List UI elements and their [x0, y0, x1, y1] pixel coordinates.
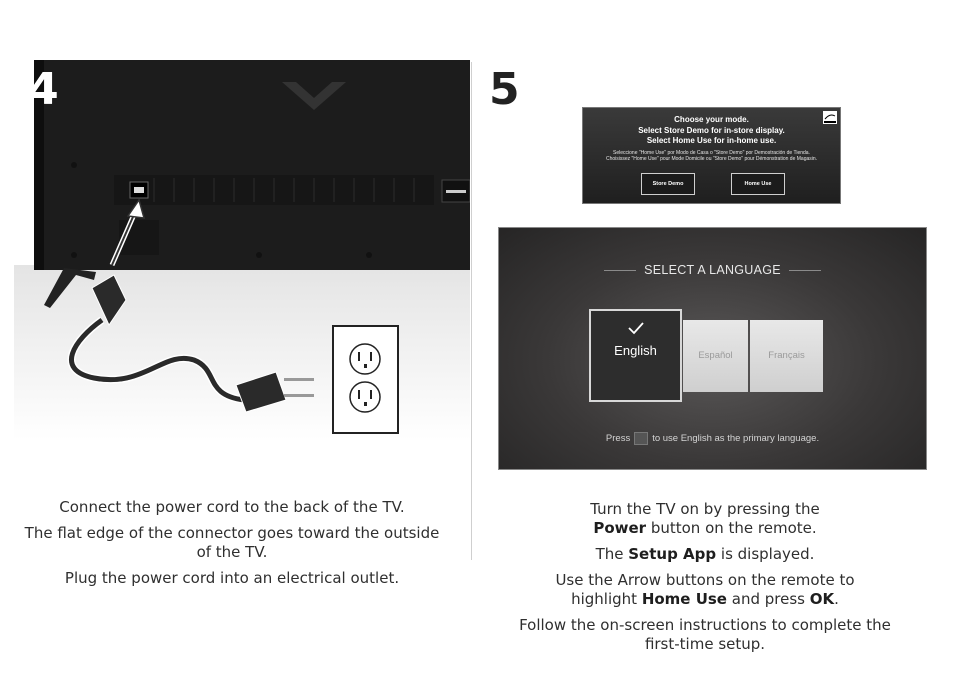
- energy-star-icon: [823, 111, 837, 124]
- step-5-number: 5: [489, 64, 520, 115]
- language-screen-title: SELECT A LANGUAGE: [644, 263, 781, 277]
- checkmark-icon: [627, 321, 645, 335]
- language-label-french: Français: [768, 350, 805, 361]
- step-4-caption-1: Connect the power cord to the back of the TV.: [59, 498, 405, 516]
- step-4-caption-3: Plug the power cord into an electrical outlet.: [64, 569, 400, 587]
- mode-spanish-text: Seleccione "Home Use" por Modo de Casa o "Store Demo" por Demostración de Tienda.: [613, 149, 810, 156]
- mode-line-3: Select Home Use for in-home use.: [646, 136, 777, 145]
- language-tile-french[interactable]: [750, 320, 823, 392]
- mode-line-1: Choose your mode.: [674, 115, 749, 124]
- step-4-number: 4: [28, 64, 59, 115]
- floor-shadow: [14, 265, 470, 440]
- home-use-button[interactable]: Home Use: [731, 173, 785, 195]
- store-demo-button[interactable]: Store Demo: [641, 173, 695, 195]
- mode-french-text: Choisissez "Home Use" pour Mode Domicile ou "Store Demo" pour Démonstration de Magasin.: [605, 156, 818, 162]
- tv-power-illustration: [14, 60, 470, 440]
- language-instruction: Press to use English as the primary language.: [605, 433, 820, 445]
- language-tile-spanish[interactable]: [683, 320, 748, 392]
- language-tile-english[interactable]: [589, 309, 682, 402]
- language-label-english: English: [614, 343, 657, 358]
- step-4-caption-2: The flat edge of the connector goes toward the outside of the TV.: [24, 524, 440, 561]
- step-5-caption-1: Turn the TV on by pressing the Power button on the remote.: [590, 500, 820, 537]
- step-5-caption-2: The Setup App is displayed.: [595, 545, 815, 563]
- step-5-caption-4: Follow the on-screen instructions to complete the first-time setup.: [519, 616, 891, 653]
- step-5-captions: [505, 500, 905, 661]
- step-5-caption-3: Use the Arrow buttons on the remote to highlight Home Use and press OK.: [555, 571, 855, 608]
- mode-line-2: Select Store Demo for in-store display.: [638, 125, 785, 135]
- tv-back-panel: [34, 60, 470, 270]
- electrical-outlet: [333, 326, 398, 433]
- language-label-spanish: Español: [698, 350, 733, 361]
- mode-selection-screen: [582, 107, 841, 204]
- language-selection-screen: [498, 227, 927, 470]
- ok-key-icon: [634, 432, 648, 445]
- step-4-captions: [22, 498, 442, 595]
- column-divider: [471, 62, 472, 560]
